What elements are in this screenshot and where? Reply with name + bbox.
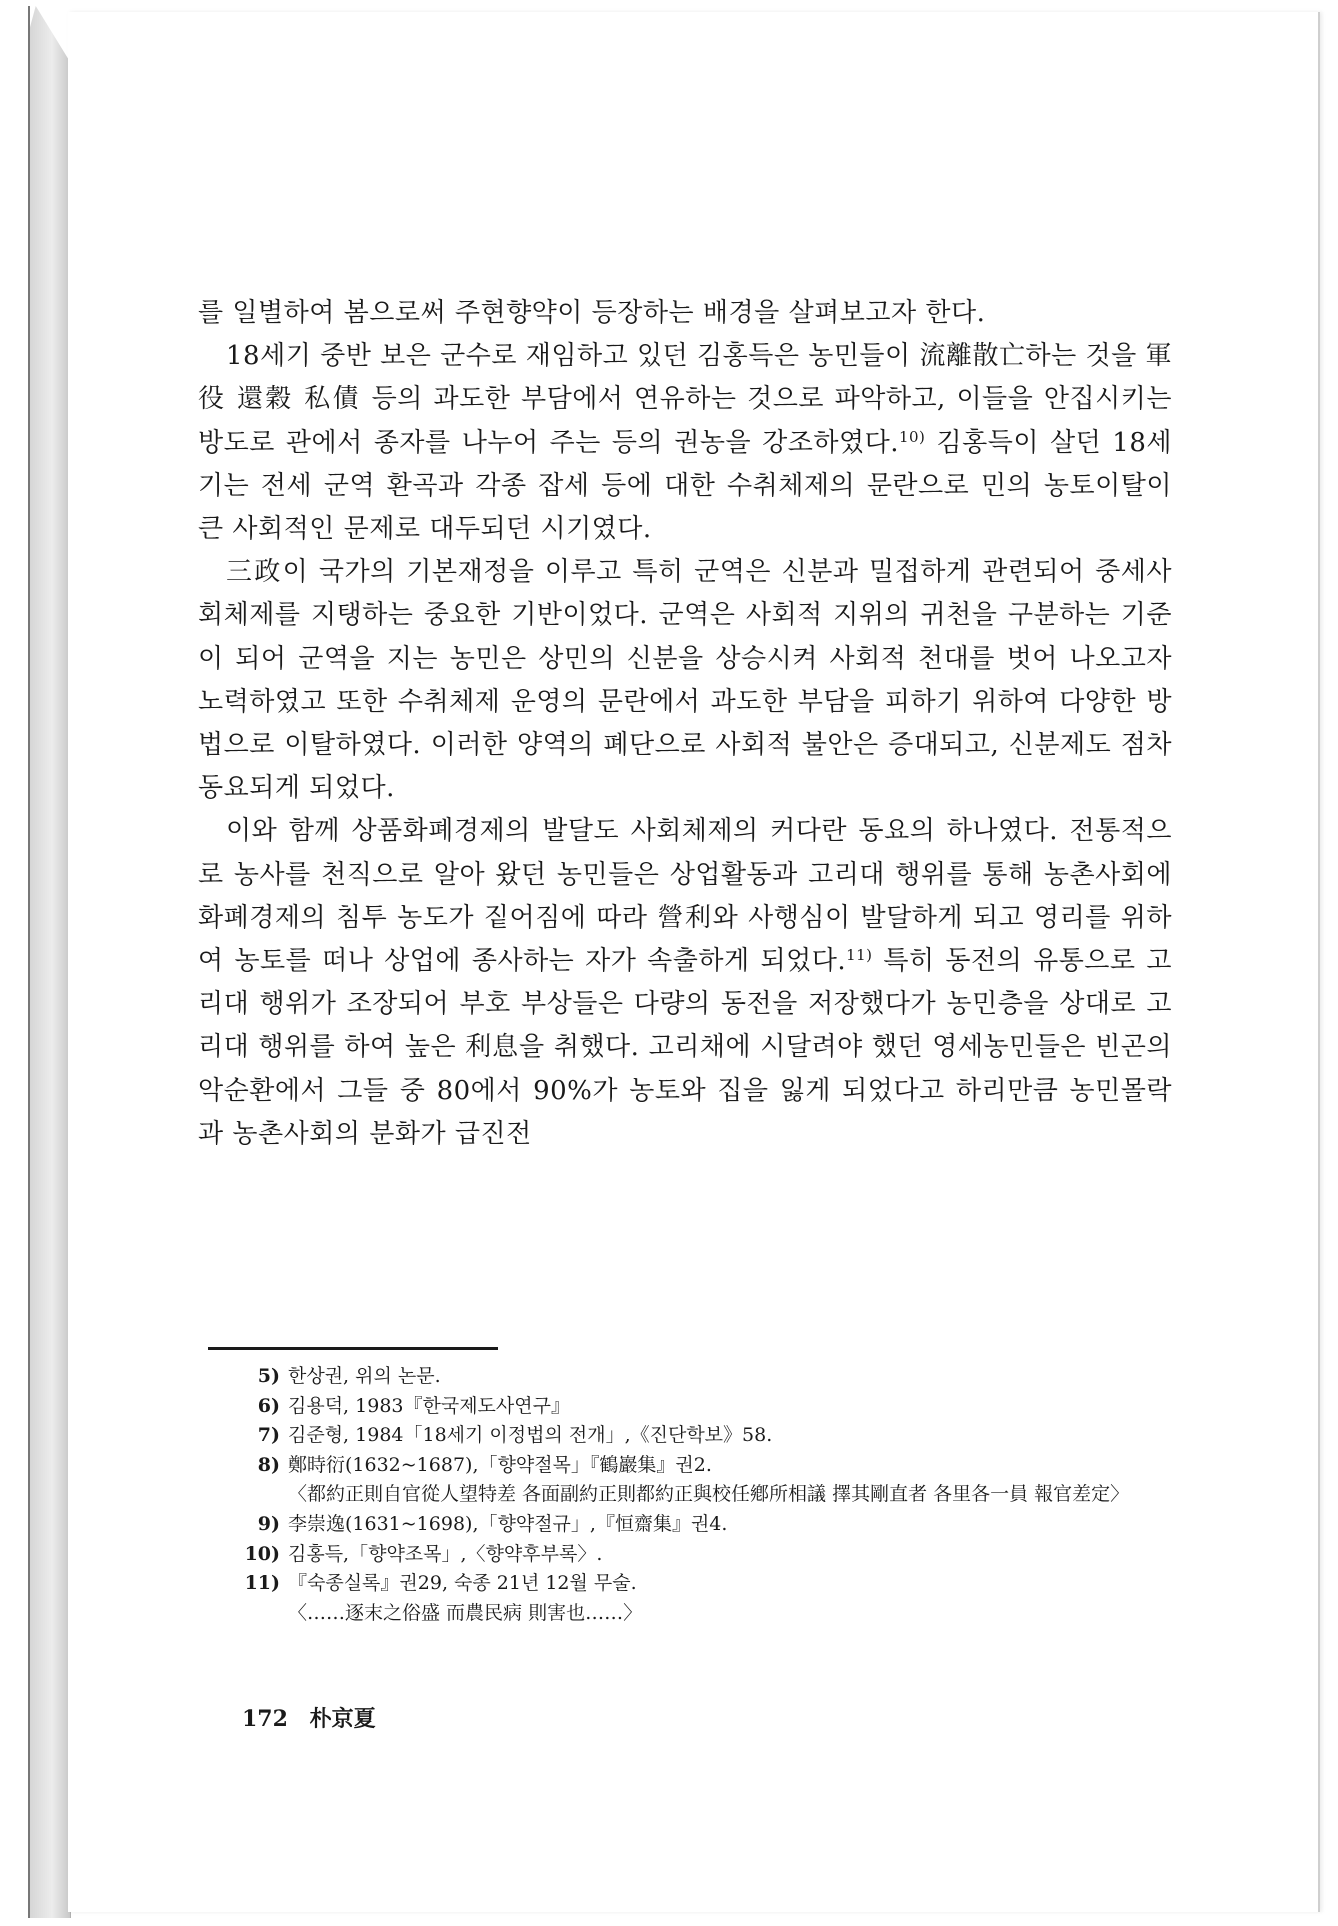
footnote-divider: [208, 1347, 498, 1350]
paragraph-2: 18세기 중반 보은 군수로 재임하고 있던 김홍득은 농민들이 流離散亡하는 것을 軍役 還穀 私債 등의 과도한 부담에서 연유하는 것으로 파악하고, 이들을 안집시키는 방도로 관에서 종자를 나누어 주는 등의 권농을 강조하였다.$^{10)}$ 김홍득이 살던 18세기는 전세 군역 환곡과 각종 잡세 등에 대한 수취체제의 문란으로 민의 농토이탈이 큰 사회적인 문제로 대두되던 시기였다.: [198, 341, 1172, 545]
footnote-ref-11: 11): [846, 946, 873, 965]
book-spine: [28, 6, 71, 1918]
footnote-6: 6) 김용덕, 1983『한국제도사연구』: [257, 1394, 570, 1417]
footnote-8-citation: 鄭時衍(1632~1687),「향약절목」『鶴巖集』권2.: [288, 1453, 712, 1476]
paragraph-3: 三政이 국가의 기본재정을 이루고 특히 군역은 신분과 밀접하게 관련되어 중세사회체제를 지탱하는 중요한 기반이었다. 군역은 사회적 지위의 귀천을 구분하는 기준이 되어 군역을 지는 농민은 상민의 신분을 상승시켜 사회적 천대를 벗어 나오고자 노력하였고 또한 수취체제 운영의 문란에서 과도한 부담을 피하기 위하여 다양한 방법으로 이탈하였다. 이러한 양역의 폐단으로 사회적 불안은 증대되고, 신분제도 점차 동요되게 되었다.: [198, 557, 1172, 804]
footnotes: [240, 1362, 1180, 1628]
body-text: [198, 292, 1172, 1156]
footnote-10: 10) 김홍득,「향약조목」,〈향약후부록〉.: [244, 1542, 603, 1565]
paragraph-4: 이와 함께 상품화폐경제의 발달도 사회체제의 커다란 동요의 하나였다. 전통적으로 농사를 천직으로 알아 왔던 농민들은 상업활동과 고리대 행위를 통해 농촌사회에 화폐경제의 침투 농도가 짙어짐에 따라 營利와 사행심이 발달하게 되고 영리를 위하여 농토를 떠나 상업에 종사하는 자가 속출하게 되었다.$^{11)}$ 특히 동전의 유통으로 고리대 행위가 조장되어 부호 부상들은 다량의 동전을 저장했다가 농민층을 상대로 고리대 행위를 하여 높은 利息을 취했다. 고리채에 시달려야 했던 영세농민들은 빈곤의 악순환에서 그들 중 80에서 90%가 농토와 집을 잃게 되었다고 하리만큼 농민몰락과 농촌사회의 분화가 급진전: [198, 816, 1172, 1149]
paragraph-1: 를 일별하여 봄으로써 주현향약이 등장하는 배경을 살펴보고자 한다.: [198, 298, 986, 328]
footnote-7: 7) 김준형, 1984「18세기 이정법의 전개」,《진단학보》58.: [257, 1424, 773, 1447]
spine-edge: [28, 6, 30, 1918]
footnote-8-quote: 〈都約正則自官從人望特差 各面副約正則都約正與校任鄕所相議 擇其剛直者 各里各一員 報官差定〉: [288, 1483, 1130, 1506]
footnote-8: 8) 鄭時衍(1632~1687),「향약절목」『鶴巖集』권2. 〈都約正則自官從人望特差 各面副約正則都約正與校任鄕所相議 擇其剛直者 各里各一員 報官差定〉: [257, 1453, 1130, 1506]
page-folio: [242, 1702, 376, 1733]
footnote-9: 9) 李崇逸(1631~1698),「향약절규」,『恒齋集』권4.: [257, 1512, 728, 1535]
footnote-5: 5) 한상권, 위의 논문.: [257, 1365, 441, 1387]
footnote-11-quote: 〈……逐末之俗盛 而農民病 則害也……〉: [288, 1601, 643, 1624]
footnote-11: 11) 『숙종실록』권29, 숙종 21년 12월 무술. 〈……逐末之俗盛 而農民病 則害也……〉: [244, 1572, 643, 1624]
page-number: 172: [242, 1706, 288, 1732]
footnote-ref-10: 10): [898, 427, 926, 446]
running-author: 朴京夏: [309, 1706, 376, 1732]
footnote-11-citation: 『숙종실록』권29, 숙종 21년 12월 무술.: [288, 1572, 637, 1595]
